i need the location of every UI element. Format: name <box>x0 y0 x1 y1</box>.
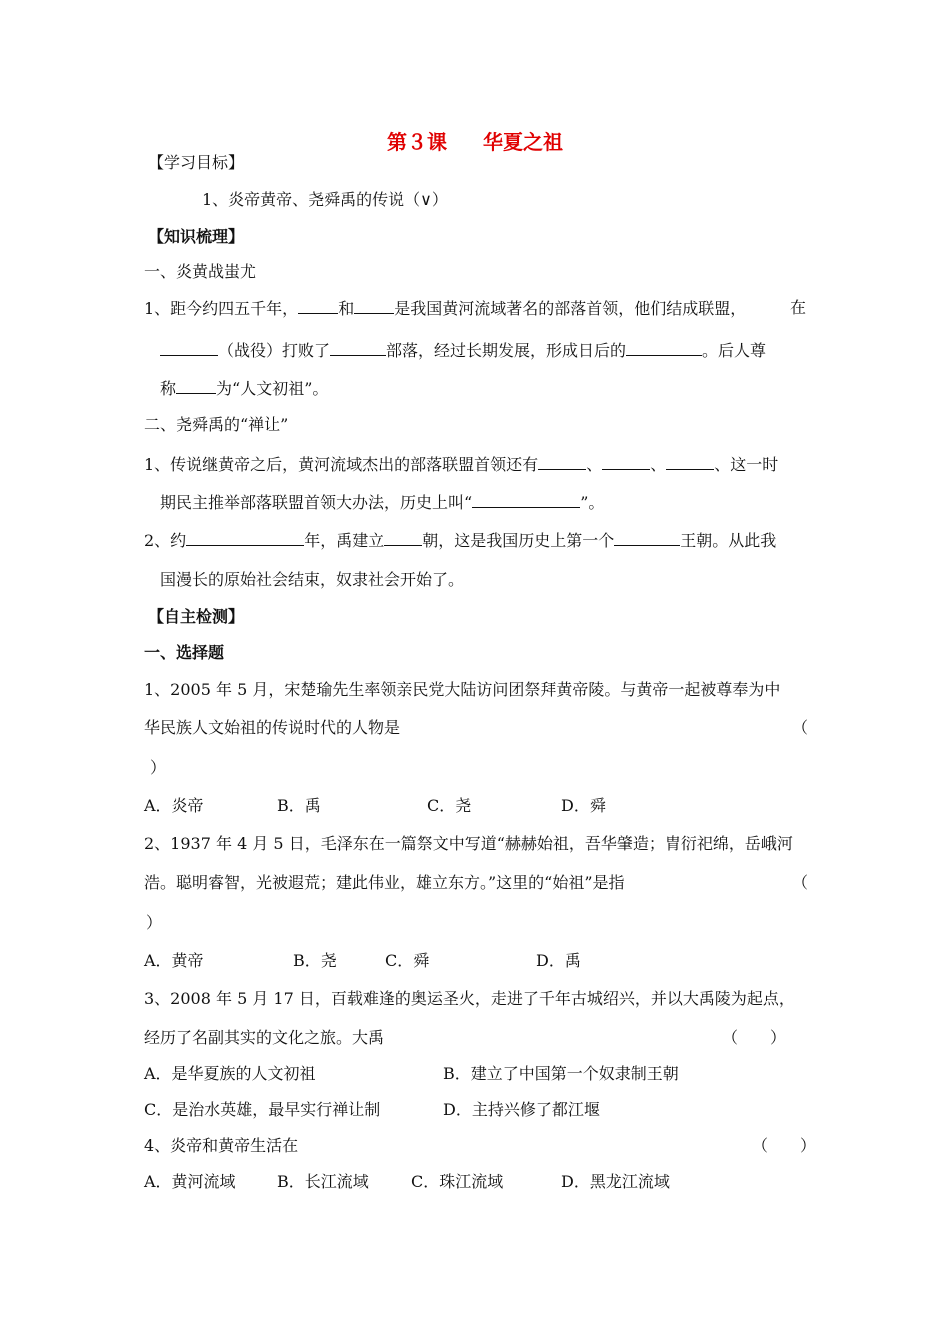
option-b[interactable]: B．长江流域 <box>277 1172 369 1191</box>
lesson-number: 第３课 <box>387 130 447 154</box>
section-heading: 二、尧舜禹的“禅让” <box>144 415 289 434</box>
answer-paren-close: ） <box>146 913 163 932</box>
answer-paren-open: （ <box>792 718 809 737</box>
fill-question-line: 国漫长的原始社会结束，奴隶社会开始了。 <box>160 570 465 589</box>
answer-blank[interactable] <box>666 454 714 470</box>
option-d[interactable]: D．主持兴修了都江堰 <box>443 1100 600 1119</box>
question-text: 华民族人文始祖的传说时代的人物是 <box>144 718 401 737</box>
option-d[interactable]: D．黑龙江流域 <box>561 1172 670 1191</box>
answer-blank[interactable] <box>160 340 218 356</box>
section-heading: 一、炎黄战蚩尤 <box>144 262 257 281</box>
question-text: 经历了名副其实的文化之旅。大禹 <box>144 1028 385 1047</box>
fill-question-cont: 在 <box>790 298 807 317</box>
option-b[interactable]: B．禹 <box>277 796 321 815</box>
answer-blank[interactable] <box>186 530 304 546</box>
fill-question-line: 期民主推举部落联盟首领大办法，历史上叫“ ”。 <box>160 493 605 512</box>
question-text: 4、炎帝和黄帝生活在 <box>144 1136 299 1155</box>
objective-item: 1、炎帝黄帝、尧舜禹的传说（∨） <box>202 190 448 209</box>
page-title <box>0 126 950 155</box>
answer-blank[interactable] <box>176 378 216 394</box>
fill-question: 1、距今约四五千年， 和 是我国黄河流域著名的部落首领，他们结成联盟， <box>144 299 747 318</box>
section-heading: 一、选择题 <box>144 643 225 662</box>
option-b[interactable]: B．建立了中国第一个奴隶制王朝 <box>443 1064 679 1083</box>
answer-blank[interactable] <box>384 530 422 546</box>
knowledge-header: 【知识梳理】 <box>148 227 245 246</box>
option-d[interactable]: D．禹 <box>536 951 581 970</box>
answer-parens: （ ） <box>752 1136 817 1155</box>
answer-blank[interactable] <box>472 492 580 508</box>
answer-blank[interactable] <box>614 530 680 546</box>
option-a[interactable]: A．黄河流域 <box>144 1172 236 1191</box>
answer-blank[interactable] <box>602 454 650 470</box>
option-b[interactable]: B．尧 <box>293 951 337 970</box>
answer-paren-close: ） <box>150 758 167 777</box>
answer-blank[interactable] <box>354 298 394 314</box>
fill-question: 1、传说继黄帝之后，黄河流域杰出的部落联盟首领还有 、 、 、这一时 <box>144 455 779 474</box>
answer-blank[interactable] <box>538 454 586 470</box>
option-c[interactable]: C．舜 <box>385 951 430 970</box>
option-c[interactable]: C．尧 <box>427 796 472 815</box>
question-text: 2、1937 年 4 月 5 日，毛泽东在一篇祭文中写道“赫赫始祖，吾华肇造；胄衍祀绵，岳峨河 <box>144 834 793 853</box>
question-text: 浩。聪明睿智，光被遐荒；建此伟业，雄立东方。”这里的“始祖”是指 <box>144 873 625 892</box>
question-text: 1、2005 年 5 月，宋楚瑜先生率领亲民党大陆访问团祭拜黄帝陵。与黄帝一起被尊奉为中 <box>144 680 781 699</box>
option-a[interactable]: A．黄帝 <box>144 951 204 970</box>
answer-paren-open: （ <box>792 873 809 892</box>
option-a[interactable]: A．是华夏族的人文初祖 <box>144 1064 316 1083</box>
answer-blank[interactable] <box>330 340 386 356</box>
option-d[interactable]: D．舜 <box>561 796 606 815</box>
selfcheck-header: 【自主检测】 <box>148 607 245 626</box>
answer-blank[interactable] <box>626 340 702 356</box>
objectives-header: 【学习目标】 <box>148 153 245 172</box>
fill-question: 2、约 年，禹建立 朝，这是我国历史上第一个 王朝。从此我 <box>144 531 777 550</box>
option-a[interactable]: A．炎帝 <box>144 796 204 815</box>
question-text: 3、2008 年 5 月 17 日，百载难逢的奥运圣火，走进了千年古城绍兴，并以大禹陵为起点， <box>144 989 795 1008</box>
fill-question-line: 称 为“人文初祖”。 <box>160 379 329 398</box>
answer-blank[interactable] <box>298 298 338 314</box>
answer-parens: （ ） <box>722 1028 787 1047</box>
fill-question-line: （战役）打败了 部落，经过长期发展，形成日后的 。后人尊 <box>160 340 766 361</box>
option-c[interactable]: C．珠江流域 <box>411 1172 504 1191</box>
lesson-name: 华夏之祖 <box>483 130 563 154</box>
option-c[interactable]: C．是治水英雄，最早实行禅让制 <box>144 1100 381 1119</box>
